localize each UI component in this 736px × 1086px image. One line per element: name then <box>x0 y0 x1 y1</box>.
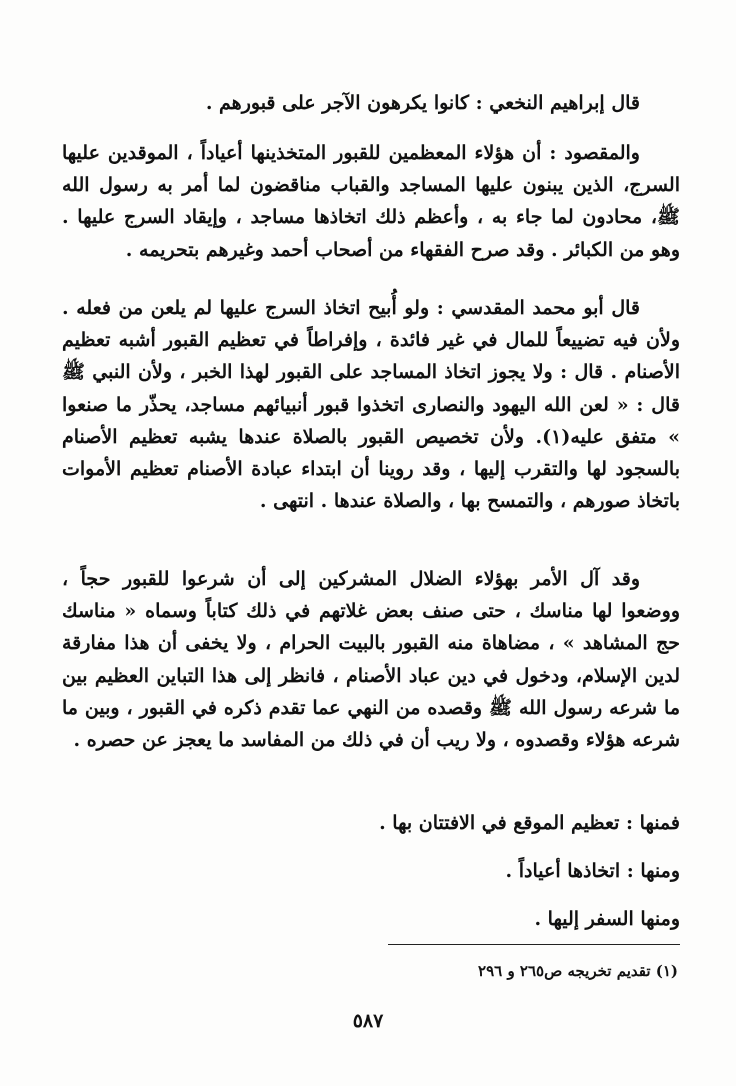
paragraph-1-text: والمقصود : أن هؤلاء المعظمين للقبور المتخذينها أعياداً ، الموقدين عليها السرج، الذين يبنون عليها المساجد والقباب مناقضون لما أمر به رسول الله ﷺ، محادون لما جاء به ، وأعظم ذلك اتخاذها مساجد ، وإيقاد السرج عليها . وهو من الكبائر . وقد صرح الفقهاء من أصحاب أحمد وغيرهم بتحريمه . <box>62 142 680 261</box>
list-item: ومنها السفر إليها . <box>534 908 680 930</box>
footnote-divider <box>388 944 680 945</box>
paragraph-1 <box>62 137 680 266</box>
paragraph-2 <box>62 292 680 517</box>
quote-text: قال إبراهيم النخعي : كانوا يكرهون الآجر على قبورهم . <box>205 92 640 114</box>
paragraph-2-text: قال أبو محمد المقدسي : ولو أُبيح اتخاذ السرج عليها لم يلعن من فعله . ولأن فيه تضييعاً للمال في غير فائدة ، وإفراطاً في تعظيم القبور أشبه تعظيم الأصنام . قال : ولا يجوز اتخاذ المساجد على القبور لهذا الخبر ، ولأن النبي ﷺ قال : « لعن الله اليهود والنصارى اتخذوا قبور أنبيائهم مساجد، يحذّر ما صنعوا » متفق عليه(١). ولأن تخصيص القبور بالصلاة عندها يشبه تعظيم الأصنام بالسجود لها والتقرب إليها ، وقد روينا أن ابتداء عبادة الأصنام تعظيم الأموات باتخاذ صورهم ، والتمسح بها ، والصلاة عندها . انتهى . <box>62 297 680 513</box>
paragraph-3-text: وقد آل الأمر بهؤلاء الضلال المشركين إلى أن شرعوا للقبور حجاً ، ووضعوا لها مناسك ، حتى صنف بعض غلاتهم في ذلك كتاباً وسماه « مناسك حج المشاهد » ، مضاهاة منه القبور بالبيت الحرام ، ولا يخفى أن هذا مفارقة لدين الإسلام، ودخول في دين عباد الأصنام ، فانظر إلى هذا التباين العظيم بين ما شرعه رسول الله ﷺ وقصده من النهي عما تقدم ذكره في القبور ، وبين ما شرعه هؤلاء وقصدوه ، ولا ريب أن في ذلك من المفاسد ما يعجز عن حصره . <box>62 568 680 752</box>
paragraph-3 <box>62 563 680 756</box>
footnote: (١) تقديم تخريجه ص٢٦٥ و ٢٩٦ <box>478 962 678 980</box>
page-number: ٥٨٧ <box>352 1010 384 1032</box>
list-item: ومنها : اتخاذها أعياداً . <box>505 860 680 882</box>
list-item: فمنها : تعظيم الموقع في الافتتان بها . <box>379 812 680 834</box>
quote-line <box>62 87 680 119</box>
